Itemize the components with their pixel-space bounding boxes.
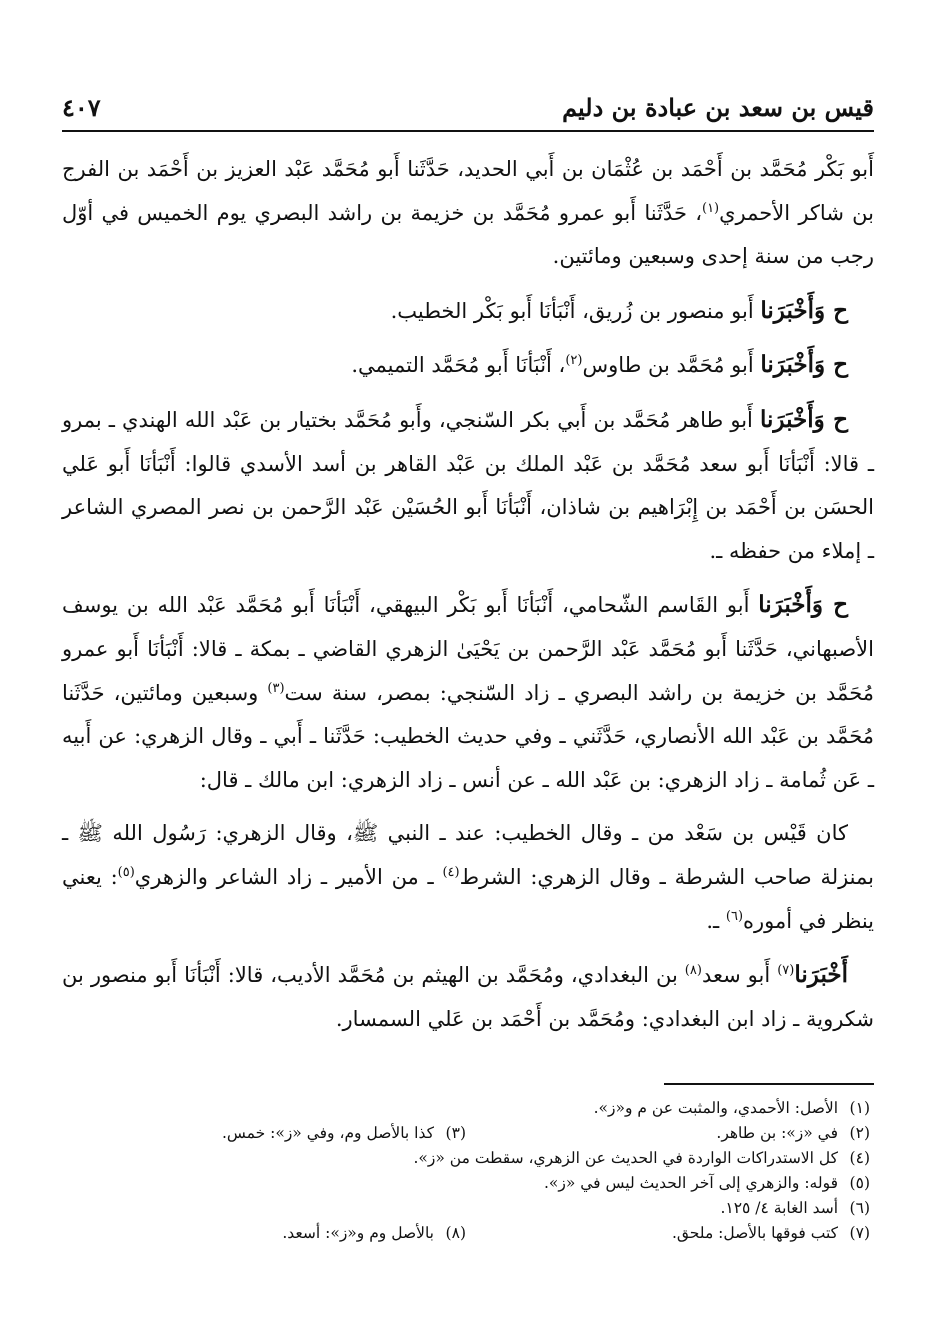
page-header bbox=[62, 84, 874, 132]
paragraph-4 bbox=[62, 398, 874, 573]
keyword: ح وَأَخْبَرَنا bbox=[758, 591, 848, 619]
footnote-ref: (٤) bbox=[442, 864, 460, 880]
footnote-row bbox=[62, 1121, 870, 1146]
footnote-number: (٧) bbox=[849, 1224, 870, 1242]
text-run: ـ. bbox=[706, 908, 726, 933]
text-run: كان قَيْس بن سَعْد من ـ وقال الخطيب: عند ـ النبي ﷺ، وقال الزهري: رَسُول الله ﷺ ـ بمنزلة صاحب الشرطة ـ وقال الزهري: الشرط bbox=[62, 821, 875, 889]
text-run: أَبو مُحَمَّد بن طاوس bbox=[582, 353, 761, 378]
paragraph-3 bbox=[62, 343, 874, 388]
footnote-row bbox=[62, 1096, 870, 1121]
paragraph-1 bbox=[62, 148, 874, 279]
footnote-number: (٤) bbox=[849, 1149, 870, 1167]
footnote-text: قوله: والزهري إلى آخر الحديث ليس في «ز». bbox=[543, 1174, 838, 1192]
text-run: وسبعين ومائتين، حَدَّثَنا مُحَمَّد بن عَبْد الله الأنصاري، حَدَّثَني ـ وفي حديث الخطيب: حَدَّثَنا ـ أَبي ـ وقال الزهري: عن أَبيه ـ عَن ثُمامة ـ زاد الزهري: بن عَبْد الله ـ عن أنس ـ زاد الزهري: ابن مالك ـ قال: bbox=[62, 680, 874, 792]
footnote-ref: (٢) bbox=[565, 353, 583, 369]
footnote-ref: (٣) bbox=[267, 680, 285, 696]
footnote-row bbox=[62, 1196, 870, 1221]
text-run: ـ من الأمير ـ زاد الشاعر والزهري bbox=[134, 864, 443, 889]
paragraph-2 bbox=[62, 289, 874, 334]
keyword: ح وَأَخْبَرَنا bbox=[760, 296, 848, 324]
footnote-number: (٢) bbox=[849, 1124, 870, 1142]
paragraph-7 bbox=[62, 953, 874, 1041]
running-title: قيس بن سعد بن عبادة بن دليم bbox=[562, 92, 874, 122]
footnote-ref: (٥) bbox=[117, 864, 135, 880]
text-run: أَبو بَكْر مُحَمَّد بن أَحْمَد بن عُثْمَان بن أَبي الحديد، حَدَّثَنا أَبو مُحَمَّد عَبْد العزيز بن أَحْمَد بن الفرج بن شاكر الأحمري bbox=[62, 157, 875, 225]
text-run: أَبو سعد bbox=[701, 963, 778, 988]
footnote-1 bbox=[62, 1096, 870, 1121]
footnote-text: الأصل: الأحمدي، والمثبت عن م و«ز». bbox=[593, 1099, 838, 1117]
keyword: ح وَأَخْبَرَنا bbox=[759, 405, 848, 433]
footnote-number: (٣) bbox=[445, 1124, 466, 1142]
footnote-number: (٥) bbox=[849, 1174, 870, 1192]
page-number: ٤٠٧ bbox=[62, 92, 101, 122]
text-run: أَبو منصور بن زُريق، أَنْبَأنَا أَبو بَكْر الخطيب. bbox=[390, 298, 761, 323]
footnote-6 bbox=[62, 1196, 870, 1221]
footnote-3 bbox=[62, 1121, 466, 1146]
footnote-5 bbox=[62, 1171, 870, 1196]
footnote-text: كذا بالأصل وم، وفي «ز»: خمس. bbox=[221, 1124, 434, 1142]
footnote-number: (٨) bbox=[445, 1224, 466, 1242]
text-run: : يعني ينظر في أموره bbox=[62, 864, 874, 933]
footnote-2 bbox=[466, 1121, 870, 1146]
text-run: بن البغدادي، ومُحَمَّد بن الهيثم بن مُحَمَّد الأديب، قالا: أَنْبَأنَا أَبو منصور بن شكروية ـ زاد ابن البغدادي: ومُحَمَّد بن أَحْمَد بن عَلي السمسار. bbox=[62, 963, 874, 1031]
text-run: ، أَنْبَأنَا أَبو مُحَمَّد التميمي. bbox=[351, 353, 566, 378]
footnote-row bbox=[62, 1171, 870, 1196]
paragraph-6 bbox=[62, 812, 874, 943]
footnote-number: (١) bbox=[849, 1099, 870, 1117]
keyword: أَخْبَرَنا bbox=[794, 961, 848, 989]
main-text bbox=[62, 148, 874, 1051]
text-run: أَبو طاهر مُحَمَّد بن أَبي بكر السّنجي، وأَبو مُحَمَّد بختيار بن عَبْد الله الهندي ـ بمرو ـ قالا: أَنْبَأنَا أَبو سعد مُحَمَّد بن عَبْد الملك بن عَبْد القاهر بن أسد الأسدي قالوا: أَنْبَأنَا أَبو عَلي الحسَن بن أَحْمَد بن إِبْرَاهيم بن شاذان، أَنْبَأنَا أَبو الحُسَيْن عَبْد الرَّحمن بن نصر المصري الشاعر ـ إملاء من حفظه ـ. bbox=[62, 407, 874, 563]
footnotes bbox=[62, 1096, 870, 1246]
keyword: ح وَأَخْبَرَنا bbox=[760, 351, 848, 379]
footnote-text: كل الاستدراكات الواردة في الحديث عن الزهري، سقطت من «ز». bbox=[413, 1149, 838, 1167]
footnote-text: في «ز»: بن طاهر. bbox=[716, 1124, 838, 1142]
text-run: ، حَدَّثَنا أَبو عمرو مُحَمَّد بن خزيمة بن راشد البصري يوم الخميس في أوّل رجب من سنة إحدى وسبعين ومائتين. bbox=[62, 200, 874, 269]
footnote-4 bbox=[62, 1146, 870, 1171]
footnote-ref: (٧) bbox=[777, 963, 795, 979]
paragraph-5 bbox=[62, 583, 874, 802]
footnote-number: (٦) bbox=[849, 1199, 870, 1217]
footnote-ref: (١) bbox=[701, 200, 720, 216]
footnote-ref: (٦) bbox=[725, 908, 744, 924]
footnote-text: بالأصل وم و«ز»: أسعد. bbox=[282, 1224, 434, 1242]
footnote-8 bbox=[62, 1221, 466, 1246]
footnote-row bbox=[62, 1146, 870, 1171]
footnote-divider bbox=[664, 1083, 874, 1085]
footnote-text: كتب فوقها بالأصل: ملحق. bbox=[671, 1224, 838, 1242]
text-run: أَبو القَاسم الشّحامي، أَنْبَأنَا أَبو بَكْر البيهقي، أَنْبَأنَا أَبو مُحَمَّد عَبْد الله بن يوسف الأصبهاني، حَدَّثَنا أَبو مُحَمَّد عَبْد الرَّحمن بن يَحْيَىٰ الزهري القاضي ـ بمكة ـ قالا: أَنْبَأنَا أَبو عمرو مُحَمَّد بن خزيمة بن راشد البصري ـ زاد السّنجي: بمصر، سنة ست bbox=[62, 593, 874, 705]
footnote-row bbox=[62, 1221, 870, 1246]
footnote-text: أسد الغابة ٤/ ١٢٥. bbox=[720, 1199, 838, 1217]
footnote-7 bbox=[466, 1221, 870, 1246]
footnote-ref: (٨) bbox=[684, 963, 702, 979]
